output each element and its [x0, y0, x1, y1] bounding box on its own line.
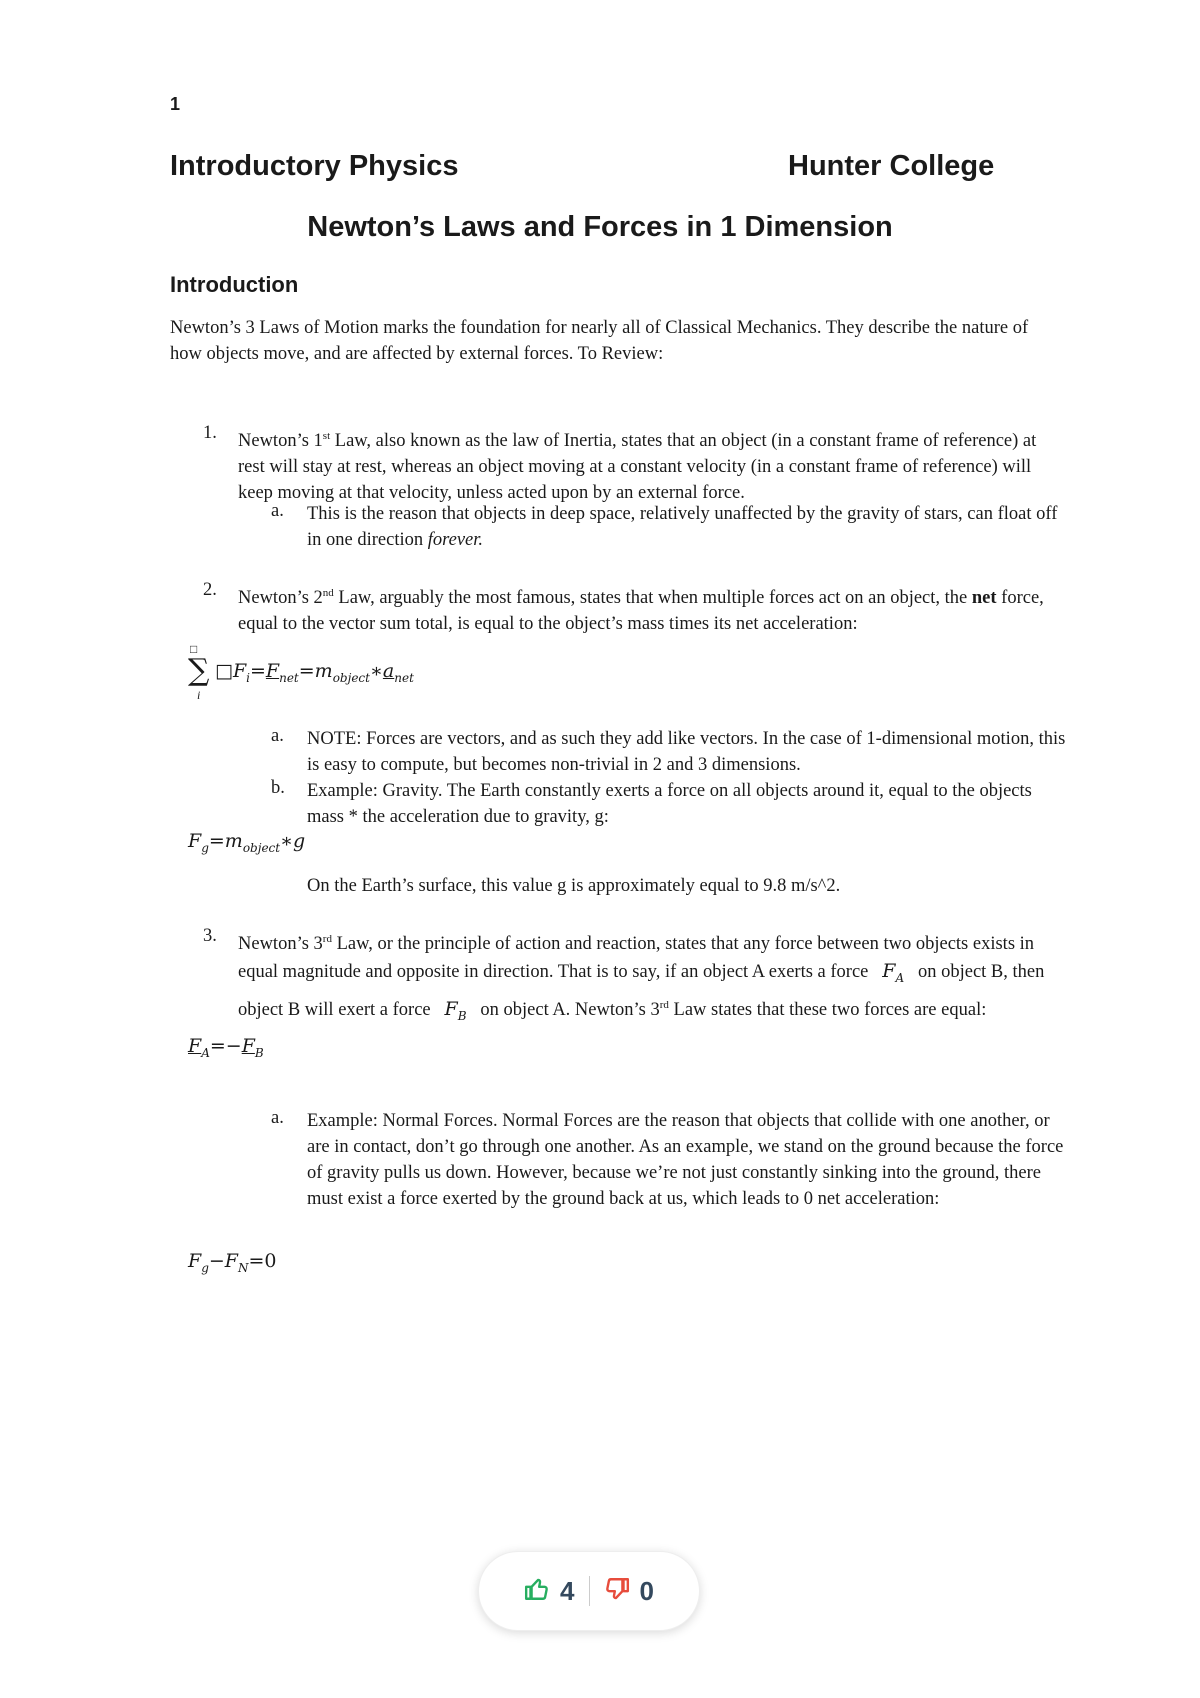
law3-number: 3.: [203, 926, 217, 946]
sum-symbol: ∑: [188, 653, 210, 688]
header-course: Introductory Physics: [170, 150, 459, 182]
upvote-count: 4: [560, 1575, 575, 1606]
sum-upper-box: □: [190, 642, 198, 656]
thumbs-down-icon: [604, 1576, 630, 1607]
action-reaction-equation: $F_A=-F_B$: [188, 1035, 264, 1060]
vote-divider: [589, 1576, 590, 1606]
normal-force-equation: $F_g-F_N=0$: [188, 1250, 277, 1275]
intro-paragraph: Newton’s 3 Laws of Motion marks the foundation for nearly all of Classical Mechanics. They describe the nature of how objects move, and are affected by external forces. To Review:: [170, 318, 1029, 364]
header-college: Hunter College: [788, 150, 995, 182]
thumbs-up-icon: [524, 1576, 550, 1607]
law3-text: Newton’s 3rd Law, or the principle of action and reaction, states that any force between two objects exists in equal magnitude and opposite in direction. That is to say, if an object A exerts a force $F_A$ on object B, then object B will exert a force $F_B$ on object A. Newton’s 3rd Law states that these two forces are equal:: [238, 933, 1045, 1023]
sum-index: i: [197, 688, 201, 702]
downvote-button[interactable]: [604, 1576, 654, 1607]
gravity-equation: $F_g=m_{object}∗g$: [188, 830, 306, 855]
law3-a-text: Example: Normal Forces. Normal Forces are the reason that objects that collide with one another, or are in contact, don’t go through one another. As an example, we stand on the ground because the force of gravity pulls us down. However, because we’re not just constantly sinking into the ground, there must exist a force exerted by the ground back at us, which leads to 0 net acceleration:: [307, 1111, 1064, 1209]
law1-text: Newton’s 1st Law, also known as the law of Inertia, states that an object (in a constant frame of reference) at rest will stay at rest, whereas an object moving at a constant velocity (in a constant frame of reference) will keep moving at that velocity, unless acted upon by an external force.: [238, 430, 1037, 504]
law2-a-letter: a.: [271, 726, 284, 746]
law1-a-letter: a.: [271, 501, 284, 521]
vote-widget: [478, 1551, 700, 1631]
law2-text: Newton’s 2nd Law, arguably the most famous, states that when multiple forces act on an object, the net force, equal to the vector sum total, is equal to the object’s mass times its net acceleration:: [238, 587, 1044, 635]
law3-a-letter: a.: [271, 1108, 284, 1128]
gravity-value-note: On the Earth’s surface, this value g is approximately equal to 9.8 m/s^2.: [307, 876, 841, 896]
downvote-count: 0: [639, 1575, 654, 1606]
law2-b-text: Example: Gravity. The Earth constantly exerts a force on all objects around it, equal to the objects mass * the acceleration due to gravity, g:: [307, 781, 1032, 827]
section-heading: Introduction: [170, 272, 299, 297]
upvote-button[interactable]: [524, 1576, 574, 1607]
law1-number: 1.: [203, 423, 217, 443]
document-title: Newton’s Laws and Forces in 1 Dimension: [307, 211, 893, 243]
law2-a-text: NOTE: Forces are vectors, and as such they add like vectors. In the case of 1-dimensional motion, this is easy to compute, but becomes non-trivial in 2 and 3 dimensions.: [307, 729, 1066, 775]
law2-b-letter: b.: [271, 778, 285, 798]
page-number: 1: [170, 94, 181, 114]
law2-number: 2.: [203, 580, 217, 600]
newton-second-law-equation: $□F_i=F_{net}=m_{object}∗a_{net}$: [215, 660, 414, 685]
law1-a-text: This is the reason that objects in deep space, relatively unaffected by the gravity of stars, can float off in one direction forever.: [307, 504, 1058, 550]
